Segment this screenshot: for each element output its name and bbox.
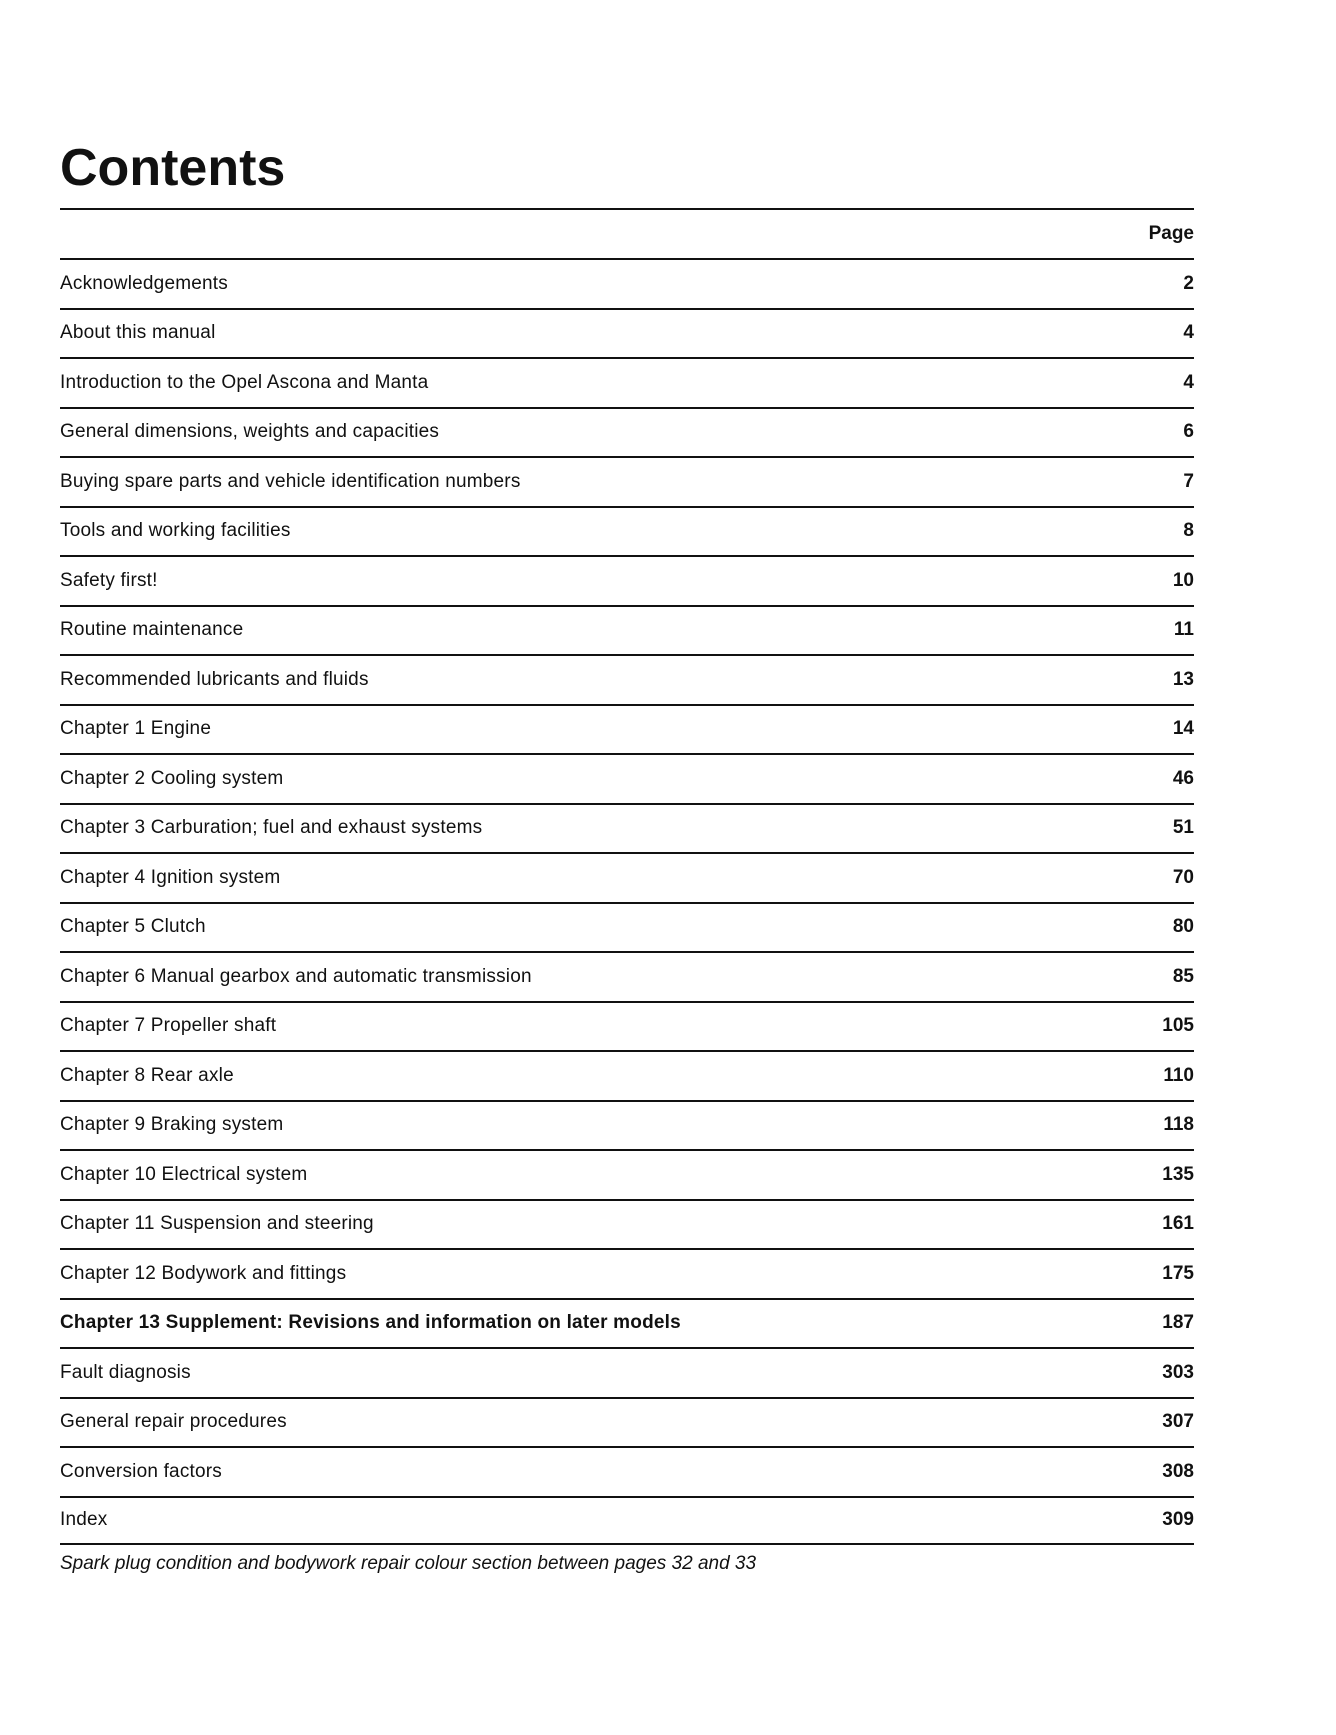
toc-entry-title: Fault diagnosis	[60, 1361, 191, 1383]
toc-entry-page-number: 2	[1183, 272, 1194, 294]
toc-entry-title: About this manual	[60, 322, 216, 344]
toc-entry[interactable]	[60, 605, 1194, 655]
toc-entry-title: Chapter 12 Bodywork and fittings	[60, 1262, 347, 1284]
toc-entry-page-number: 308	[1162, 1460, 1194, 1482]
toc-entry-title: Chapter 10 Electrical system	[60, 1163, 308, 1185]
toc-entry-page-number: 7	[1183, 470, 1194, 492]
toc-entry-page-number: 175	[1162, 1262, 1194, 1284]
toc-entry-title: Routine maintenance	[60, 619, 244, 641]
toc-entry[interactable]	[60, 1446, 1194, 1496]
toc-entry-title: Recommended lubricants and fluids	[60, 668, 369, 690]
toc-entry[interactable]	[60, 555, 1194, 605]
toc-entry-page-number: 110	[1163, 1064, 1194, 1086]
toc-entry-title: Chapter 7 Propeller shaft	[60, 1015, 277, 1037]
toc-entry-title: Chapter 8 Rear axle	[60, 1064, 234, 1086]
toc-entry[interactable]	[60, 1298, 1194, 1348]
toc-entry-title: Chapter 9 Braking system	[60, 1114, 284, 1136]
toc-entry-page-number: 303	[1162, 1361, 1194, 1383]
toc-entry-title: Chapter 1 Engine	[60, 718, 212, 740]
toc-entry-page-number: 135	[1162, 1163, 1194, 1185]
toc-entry[interactable]	[60, 1248, 1194, 1298]
toc-entry-page-number: 187	[1162, 1312, 1194, 1334]
table-of-contents	[60, 258, 1194, 1545]
toc-entry-title: Tools and working facilities	[60, 520, 291, 542]
toc-entry-title: General dimensions, weights and capacities	[60, 421, 440, 443]
toc-entry[interactable]	[60, 308, 1194, 358]
toc-entry-page-number: 11	[1173, 619, 1194, 641]
toc-entry[interactable]	[60, 753, 1194, 803]
toc-entry-page-number: 85	[1172, 965, 1194, 987]
toc-entry-page-number: 307	[1162, 1411, 1194, 1433]
toc-entry[interactable]	[60, 1496, 1194, 1546]
toc-entry-title: Introduction to the Opel Ascona and Manta	[60, 371, 429, 393]
toc-entry-page-number: 4	[1183, 371, 1194, 393]
toc-entry-page-number: 51	[1172, 817, 1194, 839]
toc-entry-page-number: 8	[1183, 520, 1194, 542]
toc-entry[interactable]	[60, 1001, 1194, 1051]
page-column-header: Page	[1148, 223, 1194, 244]
toc-entry[interactable]	[60, 1100, 1194, 1150]
toc-entry-page-number: 118	[1163, 1114, 1194, 1136]
toc-entry-page-number: 13	[1172, 668, 1194, 690]
toc-entry-page-number: 4	[1183, 322, 1194, 344]
toc-entry[interactable]	[60, 951, 1194, 1001]
toc-entry[interactable]	[60, 1199, 1194, 1249]
toc-entry[interactable]	[60, 803, 1194, 853]
toc-entry-page-number: 309	[1162, 1509, 1194, 1531]
toc-entry-page-number: 46	[1172, 767, 1194, 789]
toc-entry[interactable]	[60, 1149, 1194, 1199]
toc-entry-page-number: 80	[1172, 916, 1194, 938]
toc-entry[interactable]	[60, 704, 1194, 754]
toc-entry[interactable]	[60, 456, 1194, 506]
toc-entry[interactable]	[60, 258, 1194, 308]
toc-entry-title: Acknowledgements	[60, 272, 228, 294]
toc-entry-title: Chapter 6 Manual gearbox and automatic transmission	[60, 965, 532, 987]
toc-entry-title: Chapter 2 Cooling system	[60, 767, 284, 789]
toc-entry-title: Chapter 3 Carburation; fuel and exhaust systems	[60, 817, 483, 839]
toc-entry[interactable]	[60, 407, 1194, 457]
toc-entry[interactable]	[60, 1050, 1194, 1100]
toc-entry[interactable]	[60, 852, 1194, 902]
toc-entry[interactable]	[60, 1347, 1194, 1397]
page-title: Contents	[60, 139, 286, 197]
toc-entry-page-number: 14	[1172, 718, 1194, 740]
toc-entry-page-number: 161	[1162, 1213, 1194, 1235]
toc-entry[interactable]	[60, 1397, 1194, 1447]
toc-entry-title: Index	[60, 1509, 108, 1531]
toc-entry-title: Buying spare parts and vehicle identification numbers	[60, 470, 521, 492]
toc-entry-title: Safety first!	[60, 569, 158, 591]
toc-entry[interactable]	[60, 357, 1194, 407]
toc-entry-page-number: 105	[1162, 1015, 1194, 1037]
toc-entry-title: General repair procedures	[60, 1411, 287, 1433]
footnote: Spark plug condition and bodywork repair colour section between pages 32 and 33	[60, 1553, 757, 1574]
toc-entry-title: Conversion factors	[60, 1460, 223, 1482]
toc-entry[interactable]	[60, 902, 1194, 952]
toc-entry[interactable]	[60, 654, 1194, 704]
toc-entry-title: Chapter 4 Ignition system	[60, 866, 281, 888]
toc-entry-page-number: 6	[1183, 421, 1194, 443]
toc-entry-title: Chapter 11 Suspension and steering	[60, 1213, 374, 1235]
toc-entry-title: Chapter 5 Clutch	[60, 916, 206, 938]
toc-entry-title: Chapter 13 Supplement: Revisions and information on later models	[60, 1312, 681, 1334]
toc-entry-page-number: 70	[1172, 866, 1194, 888]
toc-entry[interactable]	[60, 506, 1194, 556]
toc-entry-page-number: 10	[1172, 569, 1194, 591]
